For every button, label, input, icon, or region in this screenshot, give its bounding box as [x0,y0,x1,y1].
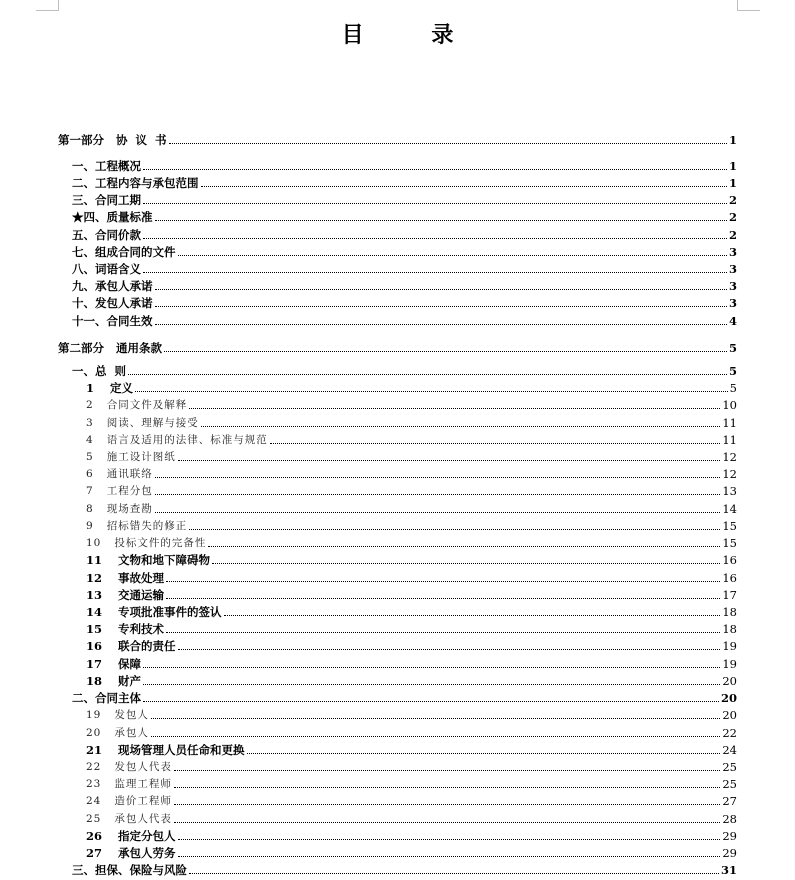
toc-page-number: 1 [728,176,737,190]
toc-entry-text: 15 专利技术 [86,622,165,636]
toc-page-number: 1 [728,159,737,173]
toc-entry-text: 22 发包人代表 [86,761,172,773]
toc-entry[interactable] [86,637,737,653]
toc-entry[interactable] [72,861,737,877]
toc-entry-text: 第二部分 通用条款 [58,341,163,355]
toc-page-number: 11 [722,433,737,447]
toc-entry-text: 8 现场查勘 [86,503,153,515]
toc-leader-dots [174,770,720,771]
toc-entry[interactable] [72,174,737,190]
toc-leader-dots [224,615,721,616]
toc-entry-text: 第一部分 协 议 书 [58,133,167,147]
toc-page-number: 13 [722,484,737,498]
toc-leader-dots [201,186,727,187]
toc-leader-dots [155,220,727,221]
toc-entry[interactable] [72,277,737,293]
toc-leader-dots [178,649,721,650]
toc-page-number: 5 [729,381,737,395]
toc-leader-dots [247,753,721,754]
toc-entry[interactable] [86,534,737,550]
toc-entry[interactable] [86,500,737,516]
toc-leader-dots [155,477,721,478]
toc-page-number: 15 [722,519,737,533]
page-corner-mark-right [737,0,760,11]
toc-entry[interactable] [72,243,737,259]
toc-entry-text: 3 阅读、理解与接受 [86,417,199,429]
toc-entry[interactable] [86,775,737,791]
toc-entry[interactable] [86,396,737,412]
toc-entry[interactable] [58,339,737,355]
toc-page-number: 29 [722,829,737,843]
toc-entry-text: 一、总 则 [72,364,127,378]
toc-page-number: 18 [722,605,737,619]
toc-page-number: 10 [722,398,737,412]
toc-page-number: 16 [722,571,737,585]
toc-entry-text: 23 监理工程师 [86,778,172,790]
toc-page-number: 29 [722,846,737,860]
toc-entry[interactable] [72,260,737,276]
toc-page-number: 17 [722,588,737,602]
toc-entry[interactable] [86,810,737,826]
toc-entry-text: 2 合同文件及解释 [86,399,188,411]
toc-entry[interactable] [86,672,737,688]
toc-leader-dots [166,581,720,582]
toc-leader-dots [143,272,727,273]
toc-leader-dots [155,324,727,325]
toc-leader-dots [270,443,721,444]
toc-leader-dots [143,667,720,668]
toc-entry-text: 五、合同价款 [72,228,141,242]
toc-entry[interactable] [86,448,737,464]
toc-page-number: 20 [720,691,737,705]
toc-entry-text: 6 通讯联络 [86,468,153,480]
toc-leader-dots [178,460,721,461]
toc-entry-text: 十、发包人承诺 [72,296,153,310]
toc-page-number: 1 [728,133,737,147]
toc-entry-text: 八、词语含义 [72,262,141,276]
toc-page-number: 2 [728,210,737,224]
toc-entry[interactable] [86,620,737,636]
toc-entry[interactable] [86,569,737,585]
toc-entry-text: 26 指定分包人 [86,829,176,843]
toc-leader-dots [201,426,721,427]
toc-entry-text: 二、合同主体 [72,691,141,705]
toc-entry[interactable] [72,157,737,173]
toc-entry[interactable] [72,312,737,328]
toc-leader-dots [166,598,720,599]
toc-leader-dots [143,169,727,170]
toc-page-number: 3 [728,279,737,293]
toc-entry[interactable] [86,603,737,619]
toc-leader-dots [169,143,727,144]
toc-leader-dots [143,684,720,685]
toc-entry-text: 27 承包人劳务 [86,846,176,860]
toc-entry[interactable] [72,191,737,207]
toc-leader-dots [178,856,721,857]
toc-leader-dots [174,804,720,805]
toc-page-number: 25 [722,777,737,791]
toc-leader-dots [164,351,727,352]
toc-leader-dots [174,822,720,823]
toc-leader-dots [189,873,719,874]
toc-entry[interactable] [86,431,737,447]
toc-page-number: 19 [722,639,737,653]
toc-entry[interactable] [86,586,737,602]
toc-entry[interactable] [72,294,737,310]
toc-page-number: 20 [722,674,737,688]
toc-page-number: 20 [722,708,737,722]
toc-entry[interactable] [86,758,737,774]
toc-leader-dots [143,203,727,204]
toc-entry-text: 14 专项批准事件的签认 [86,605,222,619]
toc-leader-dots [151,718,720,719]
toc-page-number: 3 [728,245,737,259]
page-corner-mark-left [36,0,59,11]
toc-leader-dots [143,238,727,239]
toc-entry-text: 24 造价工程师 [86,795,172,807]
toc-leader-dots [151,736,720,737]
toc-page-number: 16 [722,553,737,567]
toc-leader-dots [155,512,721,513]
toc-page-number: 28 [722,812,737,826]
toc-entry-text: 三、担保、保险与风险 [72,863,187,877]
toc-entry-text: 12 事故处理 [86,571,165,585]
toc-title: 目 录 [341,22,484,48]
toc-entry-text: 1 定义 [86,381,134,395]
toc-entry[interactable] [86,551,737,567]
toc-page-number: 2 [728,228,737,242]
toc-leader-dots [189,529,720,530]
toc-entry[interactable] [86,741,737,757]
toc-page-number: 19 [722,657,737,671]
toc-page-number: 14 [722,502,737,516]
toc-page-number: 22 [722,726,737,740]
toc-entry-text: 九、承包人承诺 [72,279,153,293]
toc-entry-text: 16 联合的责任 [86,639,176,653]
toc-entry-text: 20 承包人 [86,727,149,739]
toc-entry-text: 二、工程内容与承包范围 [72,176,199,190]
toc-page-number: 3 [728,296,737,310]
toc-entry[interactable] [86,379,737,395]
toc-leader-dots [178,255,727,256]
toc-entry[interactable] [86,517,737,533]
toc-leader-dots [174,787,720,788]
toc-entry-text: 19 发包人 [86,709,149,721]
toc-entry[interactable] [86,844,737,860]
toc-entry-text: 一、工程概况 [72,159,141,173]
toc-entry-text: 十一、合同生效 [72,314,153,328]
toc-leader-dots [189,408,720,409]
toc-entry[interactable] [72,362,737,378]
toc-entry[interactable] [86,792,737,808]
toc-page-number: 3 [728,262,737,276]
toc-page-number: 5 [728,364,737,378]
toc-entry-text: 10 投标文件的完备性 [86,537,207,549]
toc-entry-text: 9 招标错失的修正 [86,520,188,532]
toc-page-number: 24 [722,743,737,757]
toc-entry-text: 4 语言及适用的法律、标准与规范 [86,434,268,446]
toc-entry-text: 13 交通运输 [86,588,165,602]
toc-entry[interactable] [86,655,737,671]
toc-entry[interactable] [86,827,737,843]
toc-leader-dots [155,306,727,307]
toc-leader-dots [135,391,728,392]
toc-leader-dots [208,546,720,547]
toc-page-number: 4 [728,314,737,328]
toc-page-number: 11 [722,416,737,430]
toc-entry-text: 18 财产 [86,674,142,688]
toc-entry-text: 21 现场管理人员任命和更换 [86,743,245,757]
toc-entry[interactable] [86,706,737,722]
toc-page-number: 25 [722,760,737,774]
toc-leader-dots [128,374,727,375]
toc-entry[interactable] [72,689,737,705]
toc-page-number: 18 [722,622,737,636]
toc-entry[interactable] [86,724,737,740]
toc-entry-text: 17 保障 [86,657,142,671]
toc-page-number: 31 [720,863,737,877]
toc-entry[interactable] [86,414,737,430]
toc-entry-text: 7 工程分包 [86,485,153,497]
toc-entry-text: 5 施工设计图纸 [86,451,176,463]
toc-page-number: 27 [722,794,737,808]
toc-leader-dots [166,632,720,633]
toc-page-number: 12 [722,450,737,464]
toc-entry[interactable] [58,131,737,147]
toc-entry-text: 11 文物和地下障碍物 [86,553,211,567]
toc-entry-text: ★四、质量标准 [72,210,153,224]
toc-entry-text: 三、合同工期 [72,193,141,207]
toc-entry-text: 七、组成合同的文件 [72,245,176,259]
toc-entry[interactable] [72,226,737,242]
toc-leader-dots [212,563,720,564]
toc-entry[interactable] [86,465,737,481]
toc-entry-text: 25 承包人代表 [86,813,172,825]
toc-page-number: 12 [722,467,737,481]
toc-leader-dots [155,494,721,495]
toc-leader-dots [178,839,721,840]
toc-leader-dots [155,289,727,290]
toc-leader-dots [143,701,719,702]
toc-page-number: 5 [728,341,737,355]
toc-page-number: 15 [722,536,737,550]
toc-entry[interactable] [86,482,737,498]
toc-entry[interactable] [72,208,737,224]
toc-page-number: 2 [728,193,737,207]
